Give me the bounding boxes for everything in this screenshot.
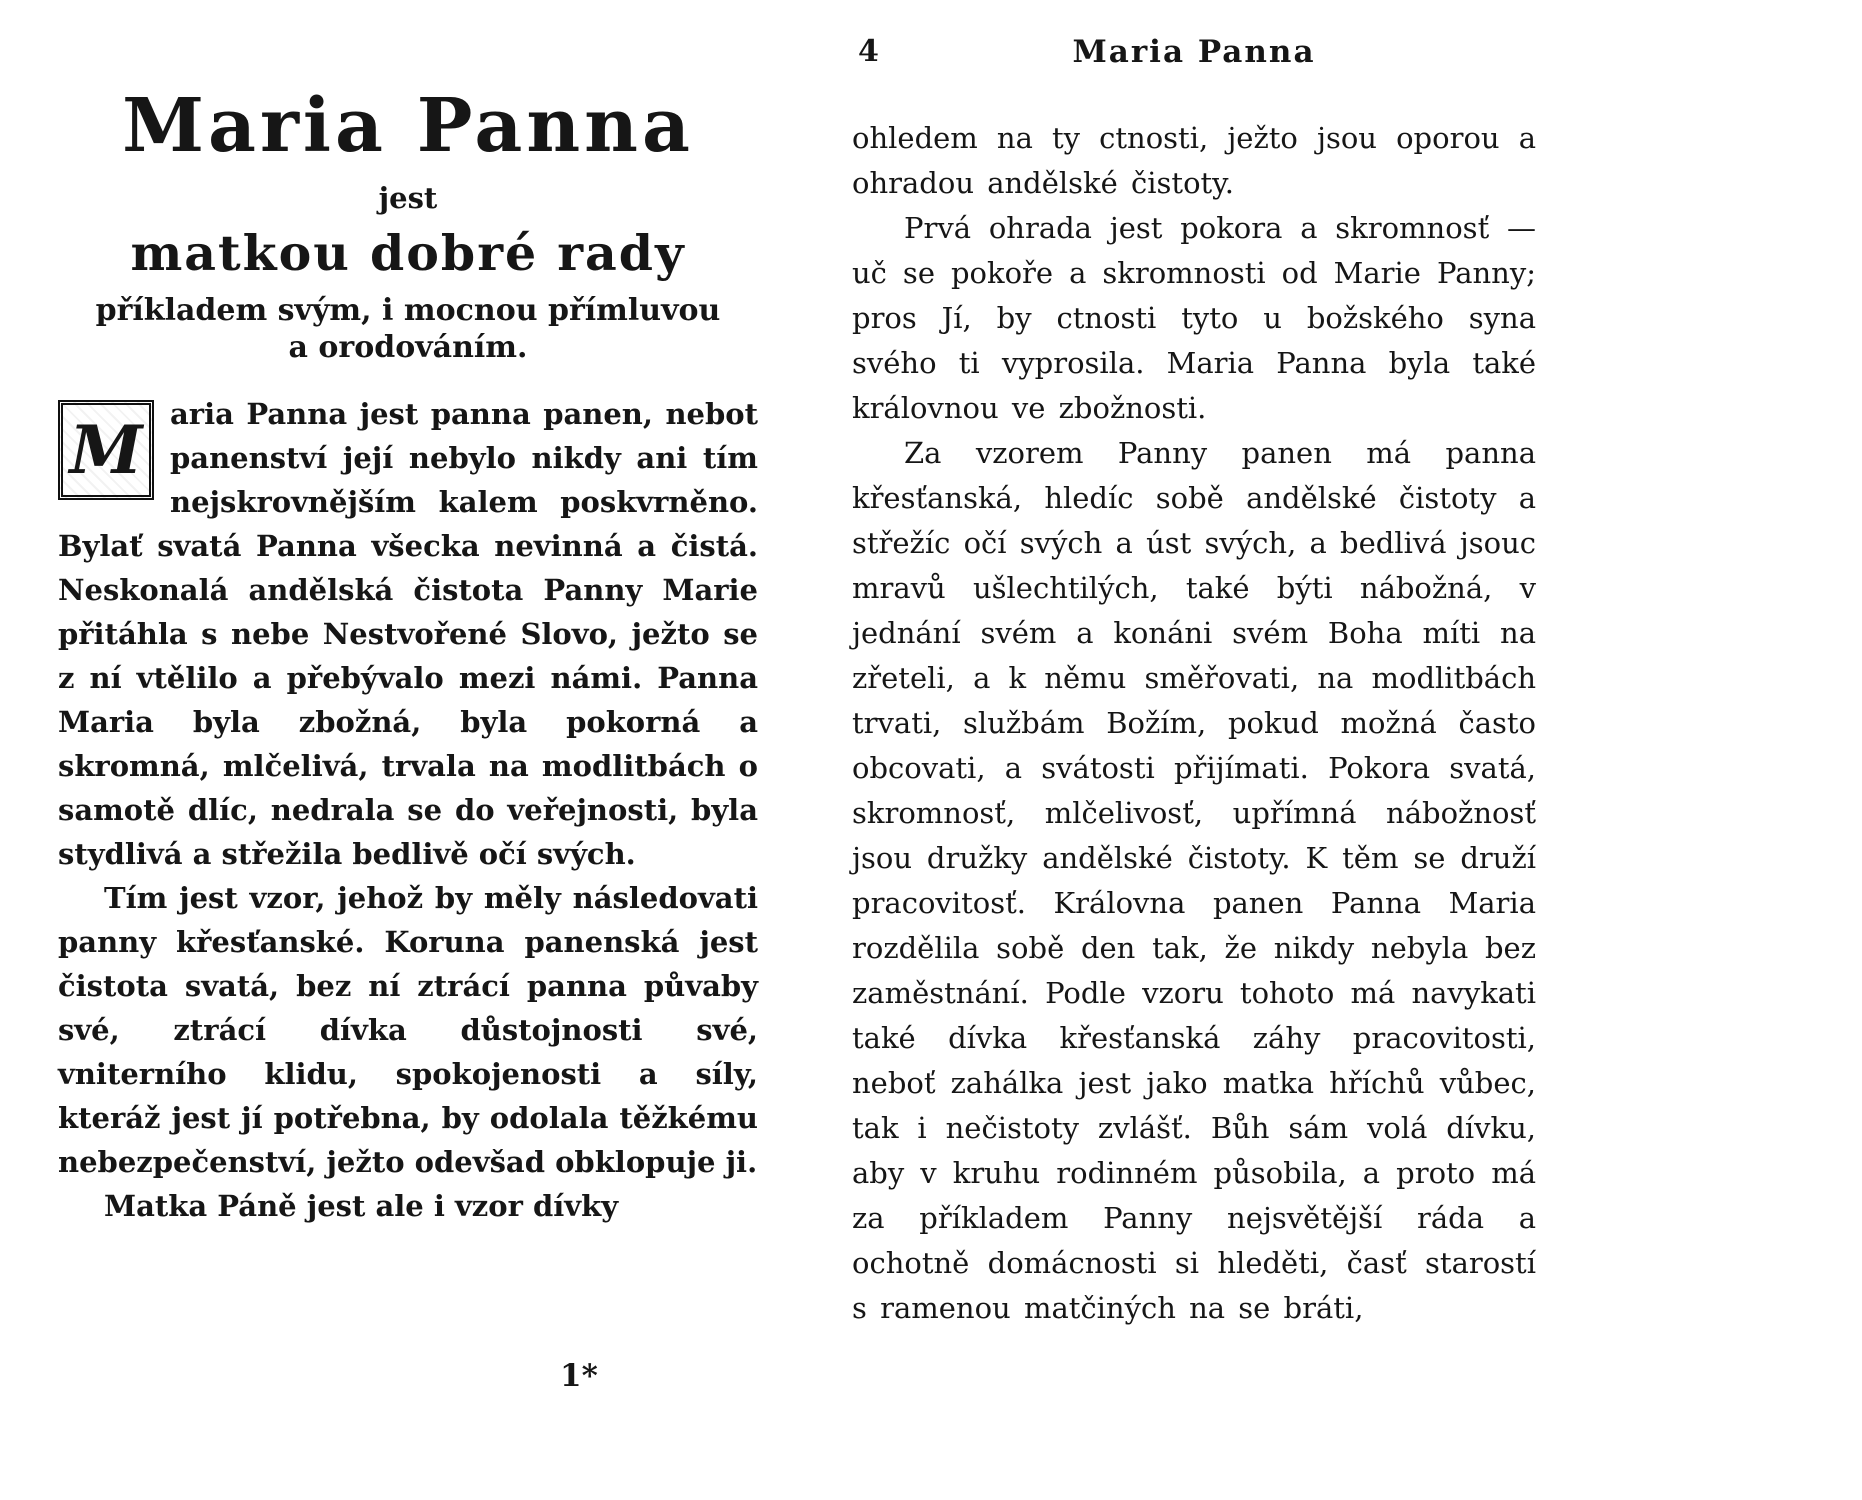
right-page-header [852,34,1536,74]
right-page [852,34,1536,1331]
left-paragraph-2: Tím jest vzor, jehož by měly následovati panny křesťanské. Koruna panenská jest čistota svatá, bez ní ztrácí panna půvaby své, ztrácí dívka důstojnosti své, vniterního klidu, spokojenosti a síly, kteráž jest jí potřebna, by odolala těžkému nebezpečenství, ježto odevšad obklopuje ji. [58,881,758,1179]
right-paragraph-1: ohledem na ty ctnosti, ježto jsou oporou a ohradou andělské čistoty. [852,121,1536,200]
left-page-body [58,392,758,1228]
signature-mark: 1* [560,1358,598,1394]
running-title: Maria Panna [1072,34,1316,70]
left-paragraph-1 [58,392,758,876]
subtitle-detail-line2: a orodováním. [288,330,528,365]
subtitle-jest: jest [378,181,438,215]
ornate-initial-letter: M [58,400,154,500]
book-title: Maria Panna [122,83,694,169]
subtitle-detail-line1: příkladem svým, i mocnou přímluvou [95,293,721,328]
right-page-body [852,116,1536,1331]
left-page [58,83,758,1228]
right-paragraph-2: Prvá ohrada jest pokora a skromnosť — uč se pokoře a skromnosti od Marie Panny; pros Jí, by ctnosti tyto u božského syna svého ti vyprosila. Maria Panna byla také královnou ve zbožnosti. [852,211,1536,425]
left-paragraph-3: Matka Páně jest ale i vzor dívky [104,1189,619,1223]
left-paragraph-1-text: aria Panna jest panna panen, nebot panenství její nebylo nikdy ani tím nejskrovnějším kalem poskvrněno. Bylať svatá Panna všecka nevinná a čistá. Neskonalá andělská čistota Panny Marie přitáhla s nebe Nestvořené Slovo, ježto se z ní vtělilo a přebývalo mezi námi. Panna Maria byla zbožná, byla pokorná a skromná, mlčelivá, trvala na modlitbách o samotě dlíc, nedrala se do veřejnosti, byla stydlivá a střežila bedlivě očí svých. [58,397,758,871]
subtitle-main: matkou dobré rady [130,224,686,282]
page-number: 4 [858,34,879,69]
right-paragraph-3: Za vzorem Panny panen má panna křesťanská, hledíc sobě andělské čistoty a střežíc očí svých a úst svých, a bedlivá jsouc mravů ušlechtilých, také býti nábožná, v jednání svém a konáni svém Boha míti na zřeteli, a k němu směřovati, na modlitbách trvati, službám Božím, pokud možná často obcovati, a svátosti přijímati. Pokora svatá, skromnosť, mlčelivosť, upřímná nábožnosť jsou družky andělské čistoty. K těm se druží pracovitosť. Královna panen Panna Maria rozdělila sobě den tak, že nikdy nebyla bez zaměstnání. Podle vzoru tohoto má navykati také dívka křesťanská záhy pracovitosti, neboť zahálka jest jako matka hříchů vůbec, tak i nečistoty zvlášť. Bůh sám volá dívku, aby v kruhu rodinném působila, a proto má za příkladem Panny nejsvětější ráda a ochotně domácnosti si hleděti, časť starostí s ramenou matčiných na se bráti, [852,436,1536,1325]
subtitle-detail [58,292,758,366]
